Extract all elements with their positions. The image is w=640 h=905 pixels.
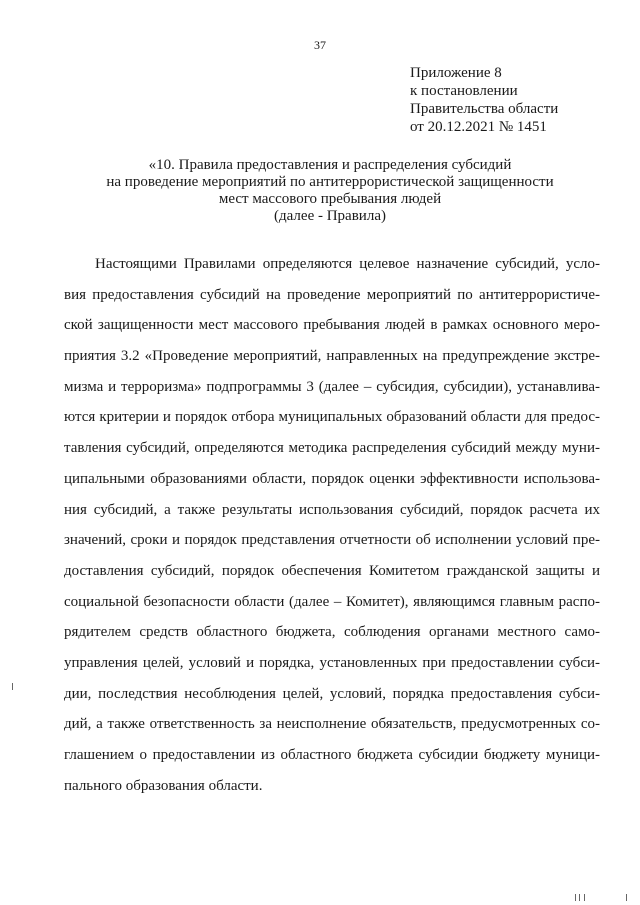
appendix-block <box>410 64 635 136</box>
body-line: ской защищенности мест массового пребывания людей в рамках основного меро- <box>64 317 600 334</box>
body-line: мизма и терроризма» подпрограммы 3 (далее – субсидия, субсидии), устанавлива- <box>64 378 600 395</box>
body-line: управления целей, условий и порядка, установленных при предоставлении субси- <box>64 654 600 671</box>
title-line: мест массового пребывания людей <box>218 191 442 207</box>
appendix-line: Приложение 8 <box>410 65 502 81</box>
scan-artifact <box>575 894 576 901</box>
title-line: (далее - Правила) <box>274 208 386 224</box>
appendix-line: от 20.12.2021 № 1451 <box>410 119 547 135</box>
body-paragraph <box>64 252 600 804</box>
body-line: пального образования области. <box>64 777 263 794</box>
body-line: Настоящими Правилами определяются целевое назначение субсидий, усло- <box>95 256 600 272</box>
body-line: глашением о предоставлении из областного бюджета субсидии бюджету муници- <box>64 747 600 763</box>
title-line: на проведение мероприятий по антитеррористической защищенности <box>106 174 554 190</box>
scan-artifact <box>626 894 627 901</box>
body-line: доставления субсидий, порядок обеспечения Комитетом гражданской защиты и <box>64 562 600 579</box>
scan-artifact <box>579 894 580 901</box>
body-line: значений, сроки и порядок представления отчетности об исполнении условий пре- <box>64 532 600 549</box>
body-line: ются критерии и порядок отбора муниципальных образований области для предос- <box>64 409 600 426</box>
document-title <box>70 157 590 225</box>
appendix-line: к постановлении <box>410 83 518 99</box>
body-line: дии, последствия несоблюдения целей, условий, порядка предоставления субси- <box>64 685 600 702</box>
body-line: рядителем средств областного бюджета, соблюдения органами местного само- <box>64 624 600 641</box>
body-line: приятия 3.2 «Проведение мероприятий, направленных на предупреждение экстре- <box>64 348 600 365</box>
body-line: вия предоставления субсидий на проведение мероприятий по антитеррористиче- <box>64 286 600 303</box>
page-number: 37 <box>314 38 326 52</box>
body-line: тавления субсидий, определяются методика распределения субсидий между муни- <box>64 440 600 457</box>
body-line: ния субсидий, а также результаты использования субсидий, порядок расчета их <box>64 501 600 518</box>
appendix-line: Правительства области <box>410 101 559 117</box>
body-line: дий, а также ответственность за неисполнение обязательств, предусмотренных со- <box>64 716 600 733</box>
body-line: ципальными образованиями области, порядок оценки эффективности использова- <box>64 470 600 487</box>
scan-artifact <box>12 683 13 690</box>
title-line: «10. Правила предоставления и распределения субсидий <box>148 157 512 173</box>
scan-artifact <box>584 894 585 901</box>
body-line: социальной безопасности области (далее – Комитет), являющимся главным распо- <box>64 593 600 610</box>
